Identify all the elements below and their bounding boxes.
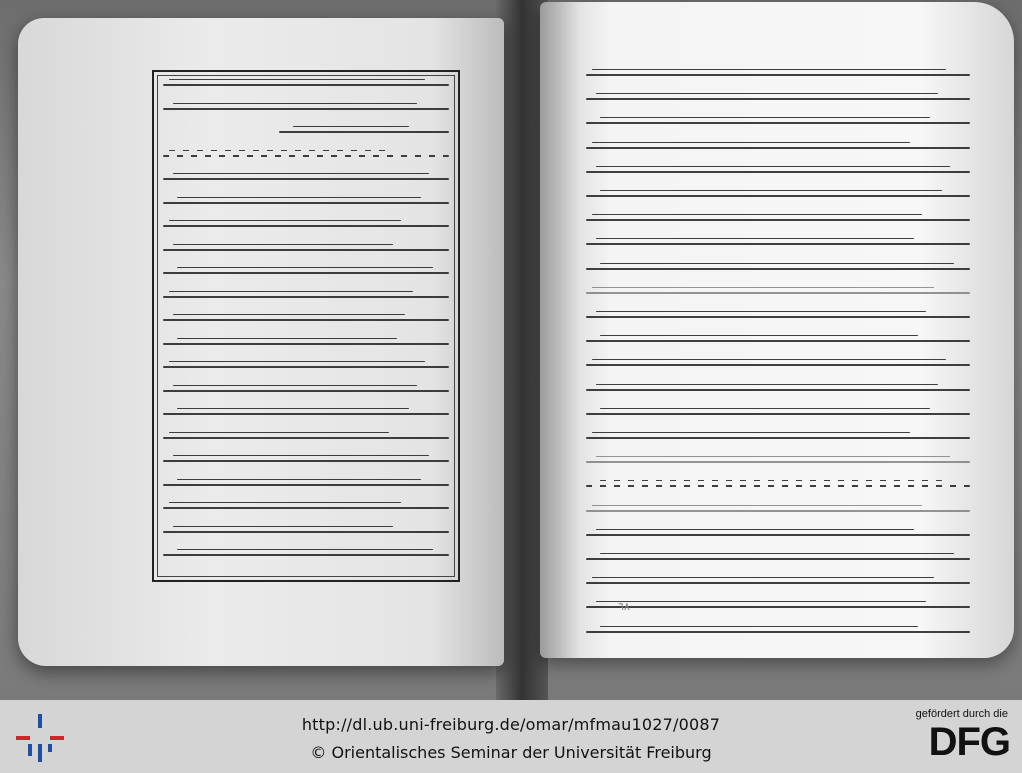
- logo-bar-left: [16, 736, 30, 740]
- footer-bar: [0, 700, 1022, 773]
- handwritten-line-stroke: [592, 69, 946, 70]
- handwritten-line-stroke: [177, 479, 421, 480]
- handwritten-line: [163, 507, 449, 509]
- handwritten-line: [586, 437, 970, 439]
- handwritten-line: [586, 243, 970, 245]
- handwritten-line: [586, 485, 970, 487]
- handwritten-line-stroke: [169, 79, 425, 80]
- handwritten-line-stroke: [169, 432, 389, 433]
- handwritten-line-stroke: [600, 480, 942, 481]
- handwritten-line-stroke: [169, 502, 401, 503]
- handwritten-line-stroke: [596, 529, 914, 530]
- handwritten-line: [163, 460, 449, 462]
- handwritten-line-stroke: [596, 238, 914, 239]
- handwritten-line-stroke: [592, 214, 922, 215]
- handwritten-line: [586, 389, 970, 391]
- handwritten-line-stroke: [596, 93, 938, 94]
- handwritten-line: [163, 225, 449, 227]
- handwritten-line: [586, 631, 970, 633]
- handwritten-line-stroke: [592, 432, 910, 433]
- handwritten-line-stroke: [596, 601, 926, 602]
- handwritten-line-stroke: [177, 338, 397, 339]
- handwritten-line: [163, 296, 449, 298]
- handwritten-line-stroke: [600, 263, 954, 264]
- handwritten-line-stroke: [592, 287, 934, 288]
- handwritten-line: [586, 171, 970, 173]
- funding-label: gefördert durch die: [915, 708, 1008, 720]
- handwritten-line-stroke: [596, 311, 926, 312]
- handwritten-line-stroke: [600, 335, 918, 336]
- handwritten-line-stroke: [600, 626, 918, 627]
- handwritten-line-stroke: [592, 359, 946, 360]
- handwritten-line-stroke: [169, 220, 401, 221]
- handwritten-line-stroke: [600, 408, 930, 409]
- handwritten-line-stroke: [177, 267, 433, 268]
- handwritten-line-stroke: [592, 142, 910, 143]
- right-page-gutter-shadow: [540, 2, 580, 658]
- handwritten-line-stroke: [177, 408, 409, 409]
- handwritten-line-stroke: [600, 553, 954, 554]
- handwritten-line-stroke: [293, 126, 409, 127]
- handwritten-line: [163, 554, 449, 556]
- copyright-text: © Orientalisches Seminar der Universität Freiburg: [310, 743, 712, 762]
- handwritten-line-stroke: [173, 526, 393, 527]
- handwritten-line-stroke: [596, 384, 938, 385]
- handwritten-line-stroke: [173, 103, 417, 104]
- handwritten-line-stroke: [173, 385, 417, 386]
- handwritten-line: [586, 461, 970, 463]
- handwritten-line: [586, 219, 970, 221]
- handwritten-line: [586, 582, 970, 584]
- handwritten-line: [163, 484, 449, 486]
- handwritten-line-stroke: [600, 190, 942, 191]
- handwritten-line: [163, 155, 449, 157]
- handwritten-line-stroke: [169, 291, 413, 292]
- archive-url-link[interactable]: http://dl.ub.uni-freiburg.de/omar/mfmau1027/0087: [301, 715, 721, 734]
- handwritten-line: [586, 558, 970, 560]
- dfg-logo-icon: DFG: [928, 720, 1010, 764]
- handwritten-line: [163, 531, 449, 533]
- handwritten-line: [586, 147, 970, 149]
- handwritten-line-stroke: [173, 173, 429, 174]
- handwritten-line: [163, 413, 449, 415]
- handwritten-line: [163, 366, 449, 368]
- handwritten-line: [586, 292, 970, 294]
- handwritten-line: [163, 202, 449, 204]
- handwritten-line: [586, 316, 970, 318]
- handwritten-line-stroke: [177, 549, 433, 550]
- handwritten-line: [586, 195, 970, 197]
- handwritten-line: [163, 437, 449, 439]
- handwritten-line: [163, 319, 449, 321]
- handwritten-line: [586, 534, 970, 536]
- handwritten-line: [586, 413, 970, 415]
- handwritten-line: [586, 510, 970, 512]
- handwritten-line: [586, 98, 970, 100]
- handwritten-line: [163, 272, 449, 274]
- handwritten-line-stroke: [596, 456, 950, 457]
- folio-mark: ٦٨: [618, 600, 630, 613]
- handwritten-line: [586, 606, 970, 608]
- handwritten-line: [163, 108, 449, 110]
- handwritten-line: [586, 122, 970, 124]
- handwritten-line: [279, 131, 449, 133]
- handwritten-line: [163, 249, 449, 251]
- handwritten-line: [586, 340, 970, 342]
- handwritten-line-stroke: [173, 455, 429, 456]
- handwritten-line-stroke: [600, 117, 930, 118]
- handwritten-line-stroke: [592, 505, 922, 506]
- handwritten-line-stroke: [169, 150, 389, 151]
- handwritten-line: [163, 343, 449, 345]
- handwritten-line: [586, 74, 970, 76]
- logo-bar-right: [50, 736, 64, 740]
- handwritten-line-stroke: [592, 577, 934, 578]
- handwritten-line: [163, 390, 449, 392]
- left-page-text-frame: [152, 70, 460, 582]
- right-page: [540, 2, 1014, 658]
- handwritten-line-stroke: [173, 314, 405, 315]
- handwritten-line: [586, 268, 970, 270]
- handwritten-line: [163, 178, 449, 180]
- handwritten-line-stroke: [596, 166, 950, 167]
- left-page: [18, 18, 504, 666]
- handwritten-line-stroke: [177, 197, 421, 198]
- handwritten-line-stroke: [173, 244, 393, 245]
- handwritten-line: [586, 364, 970, 366]
- handwritten-line: [163, 84, 449, 86]
- handwritten-line-stroke: [169, 361, 425, 362]
